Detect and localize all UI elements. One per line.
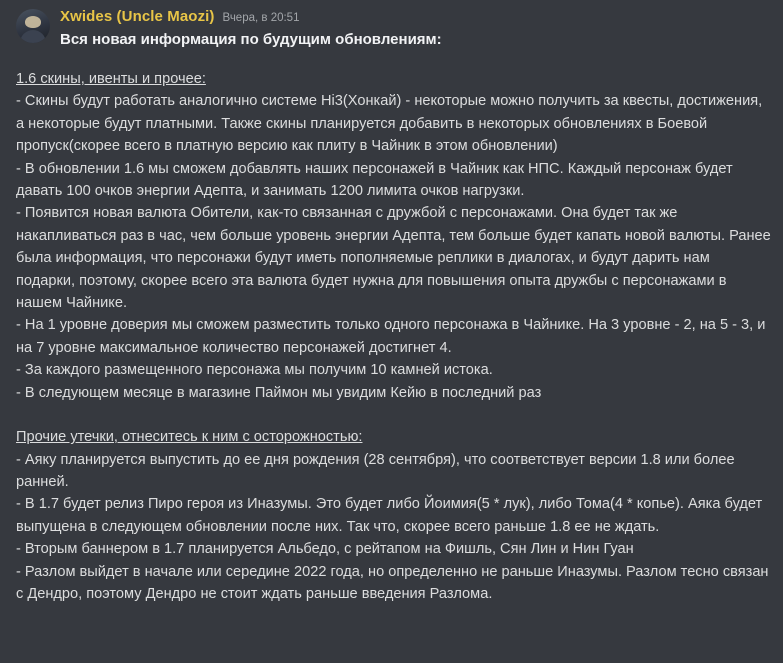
message-header-text <box>60 8 771 50</box>
section-line: - За каждого размещенного персонажа мы получим 10 камней истока. <box>16 362 493 379</box>
message-headline: Вся новая информация по будущим обновлениям: <box>60 31 442 48</box>
message-body <box>16 68 771 605</box>
section-line: - На 1 уровне доверия мы сможем разместить только одного персонажа в Чайнике. На 3 уровне - 2, на 5 - 3, и на 7 уровне максимальное количество персонажей достигнет 4. <box>16 317 766 356</box>
section-leaks <box>16 426 771 605</box>
section-skins <box>16 68 771 404</box>
section-line: - Аяку планируется выпустить до ее дня рождения (28 сентября), что соответствует версии 1.8 или более ранней. <box>16 451 735 490</box>
section-title-skins: 1.6 скины, ивенты и прочее: <box>16 71 206 87</box>
section-spacer <box>16 404 771 426</box>
section-line: - Разлом выйдет в начале или середине 2022 года, но определенно не раньше Иназумы. Разлом тесно связан с Дендро, поэтому Дендро не стоит ждать раньше введения Разлома. <box>16 563 769 602</box>
section-line: - Вторым баннером в 1.7 планируется Альбедо, с рейтапом на Фишль, Сян Лин и Нин Гуан <box>16 541 634 558</box>
section-line: - В 1.7 будет релиз Пиро героя из Иназумы. Это будет либо Йоимия(5 * лук), либо Тома(4 * копье). Аяка будет выпущена в следующем обновлении после них. Так что, скорее всего раньше 1.8 ее не ждать. <box>16 496 763 535</box>
author-username[interactable]: Xwides (Uncle Maozi) <box>60 8 215 25</box>
section-line: - Появится новая валюта Обители, как-то связанная с дружбой с персонажами. Она будет так же накапливаться раз в час, чем больше уровень энергии Адепта, тем больше будет капать новой валюты. Ранее была информация, что персонажи будут иметь пополняемые реплики в диалогах, и будут дарить нам подарки, поэтому, скорее всего эта валюта будет нужна для повышения опыта дружбы с персонажами в нашем Чайнике. <box>16 205 771 312</box>
message-header <box>16 8 771 50</box>
user-avatar[interactable] <box>16 9 50 43</box>
section-line: - В следующем месяце в магазине Паймон мы увидим Кейю в последний раз <box>16 384 542 401</box>
section-line: - Скины будут работать аналогично системе Hi3(Хонкай) - некоторые можно получить за квесты, достижения, а некоторые будут платными. Также скины планируется добавить в некоторых обновлениях в Боевой пропуск(скорее всего в платную версию как плиту в Чайник в этом обновлении) <box>16 93 763 155</box>
message-timestamp: Вчера, в 20:51 <box>222 12 300 24</box>
section-line: - В обновлении 1.6 мы сможем добавлять наших персонажей в Чайник как НПС. Каждый персонаж будет давать 100 очков энергии Адепта, и занимать 1200 лимита очков нагрузки. <box>16 160 733 200</box>
section-title-leaks: Прочие утечки, отнеситесь к ним с осторожностью: <box>16 429 363 446</box>
author-line <box>60 8 771 27</box>
